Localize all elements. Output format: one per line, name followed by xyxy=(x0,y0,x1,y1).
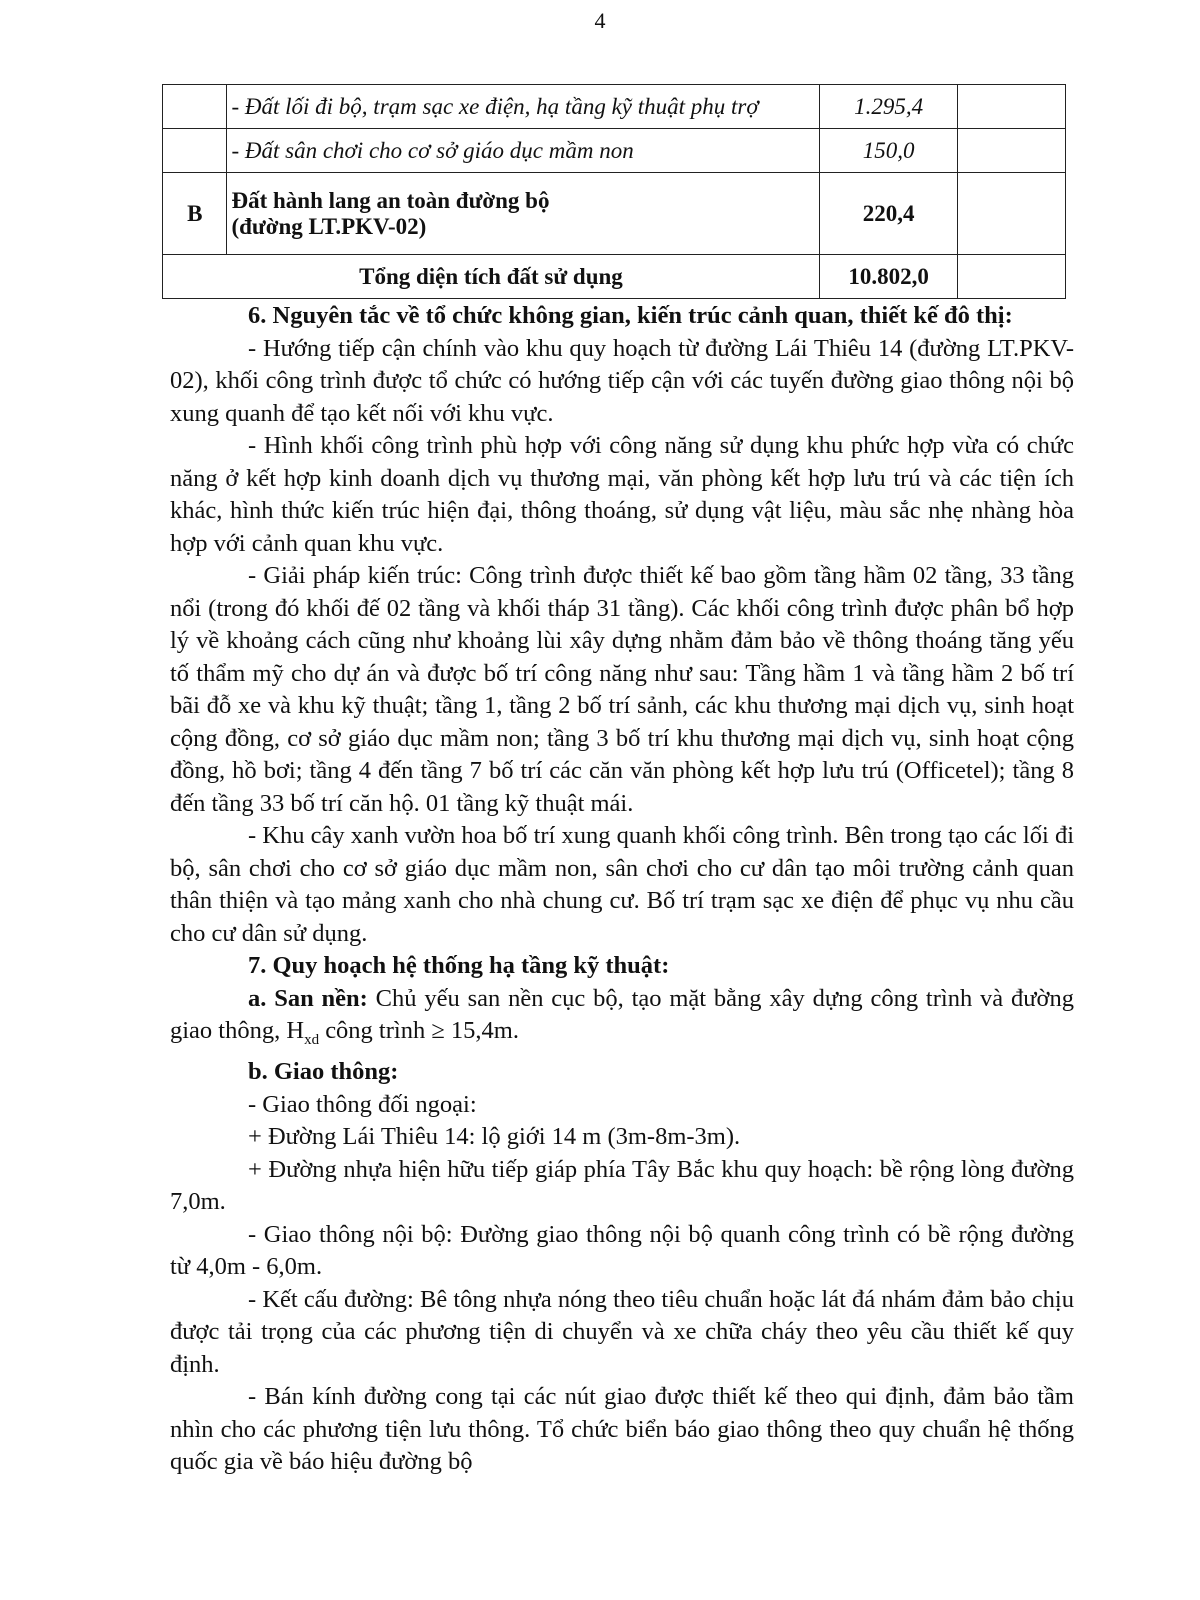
paragraph-san-nen xyxy=(170,983,1074,1057)
table-cell-name: - Đất lối đi bộ, trạm sạc xe điện, hạ tầng kỹ thuật phụ trợ xyxy=(227,85,819,129)
page-number: 4 xyxy=(594,8,606,33)
san-nen-label: a. San nền: xyxy=(248,984,368,1012)
san-nen-text: Chủ yếu san nền cục bộ, tạo mặt bằng xây dựng công trình và đường giao thông, H xyxy=(170,984,1074,1044)
row-b-name-line1: Đất hành lang an toàn đường bộ xyxy=(231,187,550,213)
paragraph: + Đường Lái Thiêu 14: lộ giới 14 m (3m-8m-3m). xyxy=(248,1123,741,1151)
table-cell-area: 1.295,4 xyxy=(819,85,957,129)
section-7-heading: 7. Quy hoạch hệ thống hạ tầng kỹ thuật: xyxy=(248,952,670,979)
table-row-b xyxy=(163,173,1066,255)
paragraph: - Giao thông nội bộ: Đường giao thông nội bộ quanh công trình có bề rộng đường từ 4,0m - 6,0m. xyxy=(170,1220,1074,1281)
paragraph: - Kết cấu đường: Bê tông nhựa nóng theo tiêu chuẩn hoặc lát đá nhám đảm bảo chịu được tải trọng của các phương tiện di chuyển và xe chữa cháy theo yêu cầu thiết kế quy định. xyxy=(170,1285,1074,1378)
table-row xyxy=(163,129,1066,173)
table-cell-stt: B xyxy=(163,173,227,255)
paragraph: - Hướng tiếp cận chính vào khu quy hoạch từ đường Lái Thiêu 14 (đường LT.PKV-02), khối công trình được tổ chức có hướng tiếp cận với các tuyến đường giao thông nội bộ xung quanh để tạo kết nối với khu vực. xyxy=(170,334,1074,427)
document-body xyxy=(170,300,1074,1479)
table-cell-note xyxy=(958,85,1066,129)
paragraph: - Bán kính đường cong tại các nút giao được thiết kế theo qui định, đảm bảo tầm nhìn cho các phương tiện lưu thông. Tổ chức biển báo giao thông theo quy chuẩn hệ thống quốc gia về báo hiệu đường bộ xyxy=(170,1383,1074,1476)
section-6-heading: 6. Nguyên tắc về tổ chức không gian, kiến trúc cảnh quan, thiết kế đô thị: xyxy=(248,302,1013,329)
table-cell-stt xyxy=(163,85,227,129)
table-cell-note xyxy=(958,129,1066,173)
table-row xyxy=(163,85,1066,129)
land-use-table xyxy=(162,84,1066,299)
table-cell-area: 220,4 xyxy=(819,173,957,255)
table-row-total xyxy=(163,255,1066,299)
h-subscript: xd xyxy=(304,1031,320,1048)
paragraph: + Đường nhựa hiện hữu tiếp giáp phía Tây Bắc khu quy hoạch: bề rộng lòng đường 7,0m. xyxy=(170,1155,1074,1216)
table-cell-stt xyxy=(163,129,227,173)
total-label: Tổng diện tích đất sử dụng xyxy=(163,255,820,299)
table-cell-note xyxy=(958,173,1066,255)
giao-thong-heading: b. Giao thông: xyxy=(248,1058,399,1086)
paragraph: - Hình khối công trình phù hợp với công năng sử dụng khu phức hợp vừa có chức năng ở kết hợp kinh doanh dịch vụ thương mại, văn phòng kết hợp lưu trú và các tiện ích khác, hình thức kiến trúc hiện đại, thông thoáng, sử dụng vật liệu, màu sắc nhẹ nhàng hòa hợp với cảnh quan khu vực. xyxy=(170,432,1074,557)
paragraph: - Giao thông đối ngoại: xyxy=(248,1090,477,1118)
table-cell-name xyxy=(227,173,819,255)
paragraph: - Giải pháp kiến trúc: Công trình được thiết kế bao gồm tầng hầm 02 tầng, 33 tầng nổi (trong đó khối đế 02 tầng và khối tháp 31 tầng). Các khối công trình được phân bổ hợp lý về khoảng cách cũng như khoảng lùi xây dựng nhằm đảm bảo về thông thoáng tăng yếu tố thẩm mỹ cho dự án và được bố trí công năng như sau: Tầng hầm 1 và tầng hầm 2 bố trí bãi đỗ xe và khu kỹ thuật; tầng 1, tầng 2 bố trí sảnh, các khu thương mại dịch vụ, sinh hoạt cộng đồng, cơ sở giáo dục mầm non; tầng 3 bố trí khu thương mại dịch vụ, sinh hoạt cộng đồng, hồ bơi; tầng 4 đến tầng 7 bố trí các căn văn phòng kết hợp lưu trú (Officetel); tầng 8 đến tầng 33 bố trí căn hộ. 01 tầng kỹ thuật mái. xyxy=(170,562,1074,817)
san-nen-text-end: công trình ≥ 15,4m. xyxy=(319,1017,519,1044)
table-cell-area: 150,0 xyxy=(819,129,957,173)
total-area: 10.802,0 xyxy=(819,255,957,299)
table-cell-note xyxy=(958,255,1066,299)
paragraph: - Khu cây xanh vườn hoa bố trí xung quanh khối công trình. Bên trong tạo các lối đi bộ, sân chơi cho cơ sở giáo dục mầm non, sân chơi cho cư dân tạo môi trường cảnh quan thân thiện và tạo mảng xanh cho nhà chung cư. Bố trí trạm sạc xe điện để phục vụ nhu cầu cho cư dân sử dụng. xyxy=(170,822,1074,947)
table-cell-name: - Đất sân chơi cho cơ sở giáo dục mầm non xyxy=(227,129,819,173)
row-b-name-line2: (đường LT.PKV-02) xyxy=(231,213,427,239)
